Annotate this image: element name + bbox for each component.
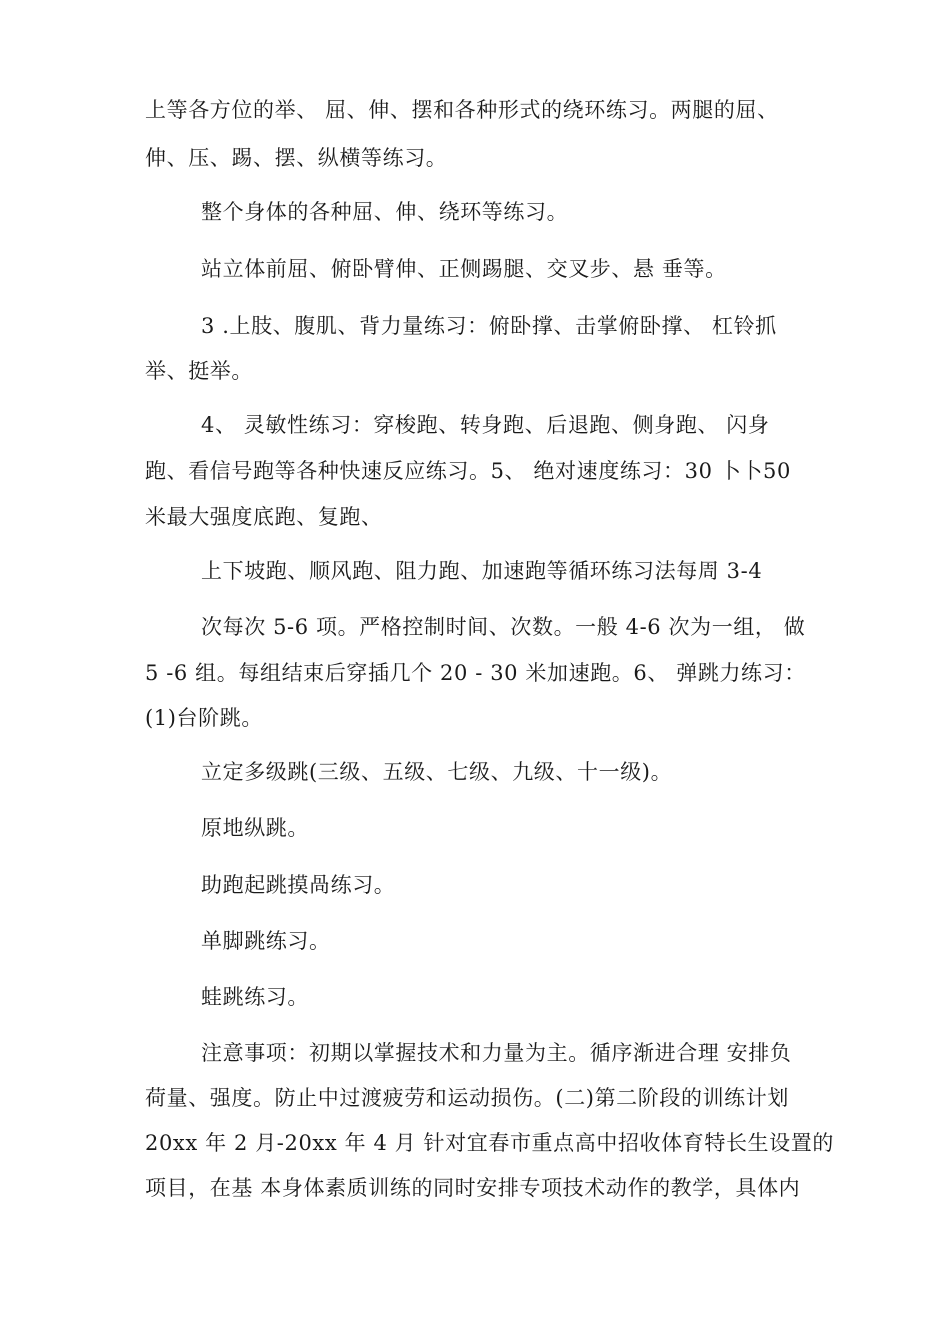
- text-line: 4、 灵敏性练习：穿梭跑、转身跑、后退跑、侧身跑、 闪身: [201, 413, 770, 437]
- text-line: 项目，在基 本身体素质训练的同时安排专项技术动作的教学，具体内: [145, 1176, 801, 1200]
- text-line: 伸、压、踢、摆、纵横等练习。: [145, 146, 448, 170]
- text-line: 注意事项：初期以掌握技术和力量为主。循序渐进合理 安排负: [201, 1041, 792, 1065]
- text-line: 上下坡跑、顺风跑、阻力跑、加速跑等循环练习法每周 3-4: [201, 559, 763, 583]
- text-line: 举、挺举。: [145, 359, 253, 383]
- text-line: 米最大强度底跑、复跑、: [145, 505, 383, 529]
- text-line: 单脚跳练习。: [201, 929, 331, 953]
- text-line: 站立体前屈、俯卧臂伸、正侧踢腿、交叉步、悬 垂等。: [201, 257, 727, 281]
- text-line: 5 -6 组。每组结束后穿插几个 20 - 30 米加速跑。6、 弹跳力练习：: [145, 661, 806, 685]
- text-line: 3 .上肢、腹肌、背力量练习：俯卧撑、击掌俯卧撑、 杠铃抓: [201, 314, 777, 338]
- text-line: 上等各方位的举、 屈、伸、摆和各种形式的绕环练习。两腿的屈、: [145, 98, 779, 122]
- text-line: 20xx 年 2 月-20xx 年 4 月 针对宜春市重点高中招收体育特长生设置的: [145, 1131, 834, 1155]
- text-line: 次每次 5-6 项。严格控制时间、次数。一般 4-6 次为一组， 做: [201, 615, 806, 639]
- text-line: 蛙跳练习。: [201, 985, 309, 1009]
- text-line: 立定多级跳(三级、五级、七级、九级、十一级)。: [201, 760, 673, 784]
- text-line: 整个身体的各种屈、伸、绕环等练习。: [201, 200, 569, 224]
- text-line: 原地纵跳。: [201, 816, 309, 840]
- text-line: 荷量、强度。防止中过渡疲劳和运动损伤。(二)第二阶段的训练计划: [145, 1086, 789, 1110]
- text-line: (1)台阶跳。: [145, 706, 263, 730]
- text-line: 助跑起跳摸咼练习。: [201, 873, 396, 897]
- text-line: 跑、看信号跑等各种快速反应练习。5、 绝对速度练习：30 卜卜50: [145, 459, 791, 483]
